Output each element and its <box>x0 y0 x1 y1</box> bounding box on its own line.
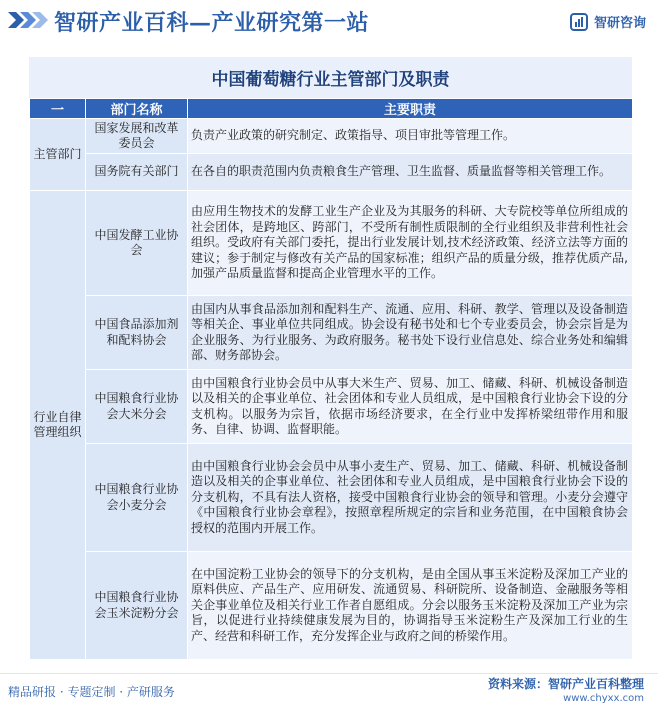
responsibility-table <box>29 98 633 660</box>
footer-source-block <box>488 675 644 704</box>
duty-cell: 由应用生物技术的发酵工业生产企业及为其服务的科研、大专院校等单位所组成的社会团体，是跨地区、跨部门，不受所有制性质限制的全行业组织及非营利性社会组织。受政府有关部门委托，提出行业发展计划,技术经济政策、经济立法等方面的建议；参于制定与修改有关产品的国家标准；组织产品的质量分级，推荐优质产品,加强产品质量监督和提高企业管理水平的工作。 <box>188 191 633 296</box>
table-row <box>30 154 633 191</box>
brand-logo[interactable] <box>570 12 646 31</box>
duty-cell: 由国内从事食品添加剂和配料生产、流通、应用、科研、教学、管理以及设备制造等相关企、事业单位共同组成。协会设有秘书处和七个专业委员会，协会宗旨是为企业服务、为行业服务、为政府服务。秘书处下设行业信息处、综合业务处和编辑部、财务部协会。 <box>188 296 633 370</box>
brand-logo-text: 智研咨询 <box>593 16 646 31</box>
table-row <box>30 191 633 296</box>
table-row <box>30 119 633 154</box>
department-name-cell: 中国粮食行业协会玉米淀粉分会 <box>86 552 188 660</box>
document-panel <box>29 57 632 660</box>
site-title: 智研产业百科—产业研究第一站 <box>54 10 370 36</box>
table-row <box>30 444 633 552</box>
department-name-cell: 国家发展和改革委员会 <box>86 119 188 154</box>
duty-cell: 负责产业政策的研究制定、政策指导、项目审批等管理工作。 <box>188 119 633 154</box>
department-name-cell: 国务院有关部门 <box>86 154 188 191</box>
header-banner <box>0 0 658 40</box>
duty-cell: 在各自的职责范围内负责粮食生产管理、卫生监督、质量监督等相关管理工作。 <box>188 154 633 191</box>
table-row <box>30 370 633 444</box>
column-header-category: 一 <box>30 99 86 119</box>
brand-logo-icon <box>570 13 588 31</box>
source-note: 资料来源：智研产业百科整理 <box>487 677 644 691</box>
chevron-decoration-icon <box>8 10 48 30</box>
department-name-cell: 中国食品添加剂和配料协会 <box>86 296 188 370</box>
site-url-link[interactable]: www.chyxx.com <box>563 693 644 704</box>
department-name-cell: 中国发酵工业协会 <box>86 191 188 296</box>
department-name-cell: 中国粮食行业协会小麦分会 <box>86 444 188 552</box>
table-header-row <box>30 99 633 119</box>
table-row <box>30 296 633 370</box>
duty-cell: 由中国粮食行业协会员中从事大米生产、贸易、加工、储藏、科研、机械设备制造以及相关的企事业单位、社会团体和专业人员组成，是中国粮食行业协会下设的分支机构。以服务为宗旨，依据市场经济要求，在全行业中发挥桥梁纽带作用和服务、自律、协调、监督职能。 <box>188 370 633 444</box>
category-cell: 主管部门 <box>30 119 86 191</box>
duty-cell: 在中国淀粉工业协会的领导下的分支机构，是由全国从事玉米淀粉及深加工产业的原料供应、产品生产、应用研发、流通贸易、科研院所、设备制造、金融服务等相关企事业单位及相关行业工作者自愿组成。分会以服务玉米淀粉及深加工产业为宗旨，以促进行业持续健康发展为目的，协调指导玉米淀粉生产及深加工行业的生产、经营和科研工作，充分发挥企业与政府之间的桥梁作用。 <box>188 552 633 660</box>
department-name-cell: 中国粮食行业协会大米分会 <box>86 370 188 444</box>
footer-bar <box>0 673 658 705</box>
duty-cell: 由中国粮食行业协会会员中从事小麦生产、贸易、加工、储藏、科研、机械设备制造以及相关的企事业单位、社会团体和专业人员组成，是中国粮食行业协会下设的分支机构，不具有法人资格，接受中国粮食行业协会的领导和管理。小麦分会遵守《中国粮食行业协会章程》，按照章程所规定的宗旨和业务范围，在中国粮食协会授权的范围内开展工作。 <box>188 444 633 552</box>
category-cell: 行业自律管理组织 <box>30 191 86 660</box>
table-row <box>30 552 633 660</box>
column-header-department: 部门名称 <box>86 99 188 119</box>
document-title: 中国葡萄糖行业主管部门及职责 <box>211 70 450 90</box>
footer-services: 精品研报 · 专题定制 · 产研服务 <box>8 685 175 699</box>
column-header-duties: 主要职责 <box>188 99 633 119</box>
